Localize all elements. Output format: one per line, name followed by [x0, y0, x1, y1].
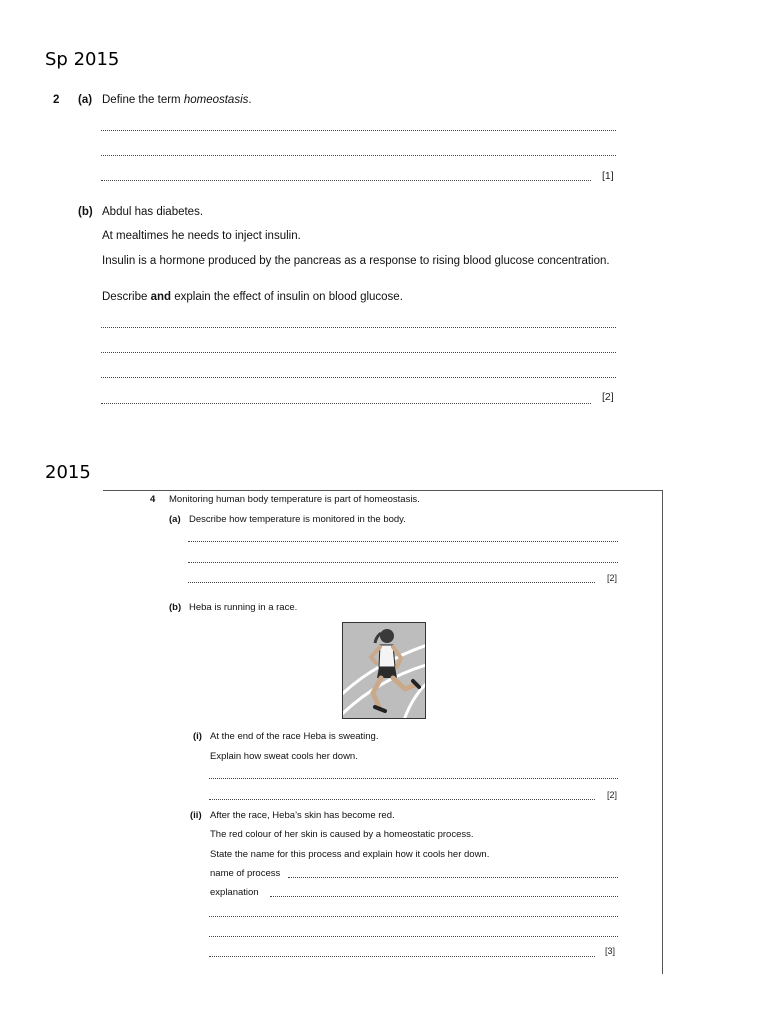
- answer-line[interactable]: [209, 916, 618, 917]
- question-text: Explain how sweat cools her down.: [210, 751, 358, 762]
- explanation-line[interactable]: [270, 896, 618, 897]
- sub-part-label-i: (i): [193, 731, 202, 742]
- question-text: Abdul has diabetes.: [102, 206, 204, 218]
- sub-part-label-ii: (ii): [190, 810, 202, 821]
- answer-line[interactable]: [101, 180, 591, 181]
- runner-illustration: [342, 622, 426, 719]
- question-text: At mealtimes he needs to inject insulin.: [102, 230, 301, 242]
- question-text: State the name for this process and explain how it cools her down.: [210, 849, 490, 860]
- question-text: Describe how temperature is monitored in the body.: [189, 514, 406, 525]
- answer-line[interactable]: [101, 130, 616, 131]
- marks-label: [2]: [607, 573, 618, 583]
- section-heading-2015: 2015: [45, 462, 91, 483]
- question-number: 4: [150, 494, 156, 505]
- answer-line[interactable]: [101, 403, 591, 404]
- answer-line[interactable]: [188, 562, 618, 563]
- question-text: At the end of the race Heba is sweating.: [210, 731, 379, 742]
- part-label-a: (a): [169, 514, 181, 525]
- answer-line[interactable]: [101, 377, 616, 378]
- marks-label: [3]: [605, 946, 616, 956]
- answer-line[interactable]: [188, 541, 618, 542]
- answer-line[interactable]: [209, 936, 618, 937]
- part-label-b: (b): [78, 206, 93, 218]
- answer-line[interactable]: [101, 352, 616, 353]
- section-heading-sp2015: Sp 2015: [45, 49, 120, 70]
- question-text: Monitoring human body temperature is part of homeostasis.: [169, 494, 420, 505]
- answer-line[interactable]: [209, 799, 595, 800]
- marks-label: [2]: [602, 391, 614, 403]
- answer-line[interactable]: [209, 778, 618, 779]
- question-text: Describe and explain the effect of insulin on blood glucose.: [102, 291, 403, 303]
- name-of-process-line[interactable]: [288, 877, 618, 878]
- question-text: Insulin is a hormone produced by the pancreas as a response to rising blood glucose concentration.: [102, 255, 610, 267]
- marks-label: [1]: [602, 170, 614, 182]
- question-text: The red colour of her skin is caused by a homeostatic process.: [210, 829, 474, 840]
- part-label-b: (b): [169, 602, 182, 613]
- marks-label: [2]: [607, 790, 618, 800]
- question-text: After the race, Heba’s skin has become red.: [210, 810, 395, 821]
- part-label-a: (a): [78, 94, 93, 106]
- answer-line[interactable]: [101, 155, 616, 156]
- question-text: Define the term homeostasis.: [102, 94, 252, 106]
- field-label-explanation: explanation: [210, 887, 259, 898]
- runner-icon: [343, 623, 426, 719]
- field-label-name-of-process: name of process: [210, 868, 281, 879]
- answer-line[interactable]: [101, 327, 616, 328]
- answer-line[interactable]: [209, 956, 595, 957]
- answer-line[interactable]: [188, 582, 595, 583]
- question-number: 2: [53, 94, 60, 106]
- question-text: Heba is running in a race.: [189, 602, 298, 613]
